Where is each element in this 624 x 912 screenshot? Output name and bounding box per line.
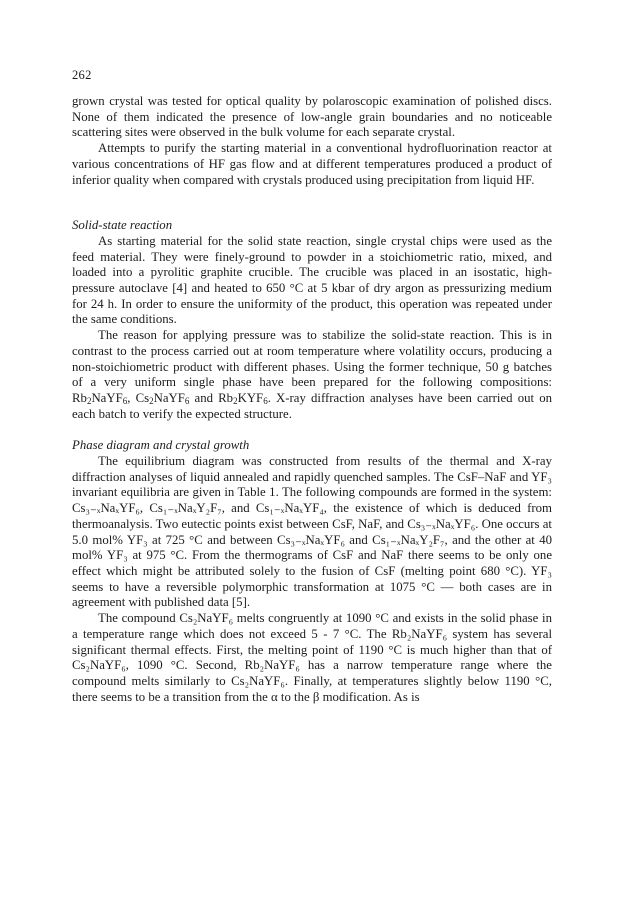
paragraph-compound-melting: The compound Cs₂NaYF₆ melts congruently at 1090 °C and exists in the solid phase in a temperature range which does not exceed 5 - 7 °C. The Rb₂NaYF₆ system has several significant thermal effects. First, the melting point of 1190 °C is much higher than that of Cs₂NaYF₆, 1090 °C. Second, Rb₂NaYF₆ has a narrow temperature range where the compound melts similarly to Cs₂NaYF₆. Finally, at temperatures slightly below 1190 °C, there seems to be a transition from the α to the β modification. As is <box>72 611 552 704</box>
section-spacer <box>72 422 552 438</box>
text-column <box>72 94 552 705</box>
paragraph-equilibrium-diagram: The equilibrium diagram was constructed from results of the thermal and X-ray diffraction analyses of liquid annealed and rapidly quenched samples. The CsF–NaF and YF₃ invariant equilibria are given in Table 1. The following compounds are formed in the system: Cs₃₋ₓNaₓYF₆, Cs₁₋ₓNaₓY₂F₇, and Cs₁₋ₓNaₓYF₄, the existence of which is deduced from thermoanalysis. Two eutectic points exist between CsF, NaF, and Cs₃₋ₓNaₓYF₆. One occurs at 5.0 mol% YF₃ at 725 °C and between Cs₃₋ₓNaₓYF₆ and Cs₁₋ₓNaₓY₂F₇, and the other at 40 mol% YF₃ at 975 °C. From the thermograms of CsF and NaF there seems to be only one effect which might be attributed solely to the fusion of CsF (melting point 680 °C). YF₃ seems to have a reversible polymorphic transformation at 1075 °C — both cases are in agreement with published data [5]. <box>72 454 552 610</box>
paragraph-starting-material: As starting material for the solid state reaction, single crystal chips were used as the feed material. They were finely-ground to powder in a stoichiometric ratio, mixed, and loaded into a pyrolitic graphite crucible. The crucible was placed in an isostatic, high-pressure autoclave [4] and heated to 650 °C at 5 kbar of dry argon as pressurizing medium for 24 h. In order to ensure the uniformity of the product, this operation was repeated under the same conditions. <box>72 233 552 327</box>
heading-phase-diagram: Phase diagram and crystal growth <box>72 438 250 453</box>
page-number: 262 <box>72 68 92 82</box>
paragraph-optical-quality: grown crystal was tested for optical quality by polaroscopic examination of polished discs. None of them indicated the presence of low-angle grain boundaries and no noticeable scattering sites were observed in the bulk volume for each separate crystal. <box>72 94 552 140</box>
heading-solid-state-reaction: Solid-state reaction <box>72 218 173 233</box>
section-spacer <box>72 188 552 218</box>
paragraph-pressure-reason: The reason for applying pressure was to stabilize the solid-state reaction. This is in contrast to the process carried out at room temperature where volatility occurs, producing a non-stoichiometric product with different phases. Using the former technique, 50 g batches of a very uniform single phase have been prepared for the following compositions: $Rb_2NaYF_6$, $Cs_2NaYF_6$ and $Rb_2KYF_6$. X-ray diffraction analyses have been carried out on each batch to verify the expected structure. <box>72 328 552 421</box>
paragraph-purification-attempts: Attempts to purify the starting material in a conventional hydrofluorination reactor at various concentrations of HF gas flow and at different temperatures produced a product of inferior quality when compared with crystals produced using precipitation from liquid HF. <box>72 141 552 187</box>
